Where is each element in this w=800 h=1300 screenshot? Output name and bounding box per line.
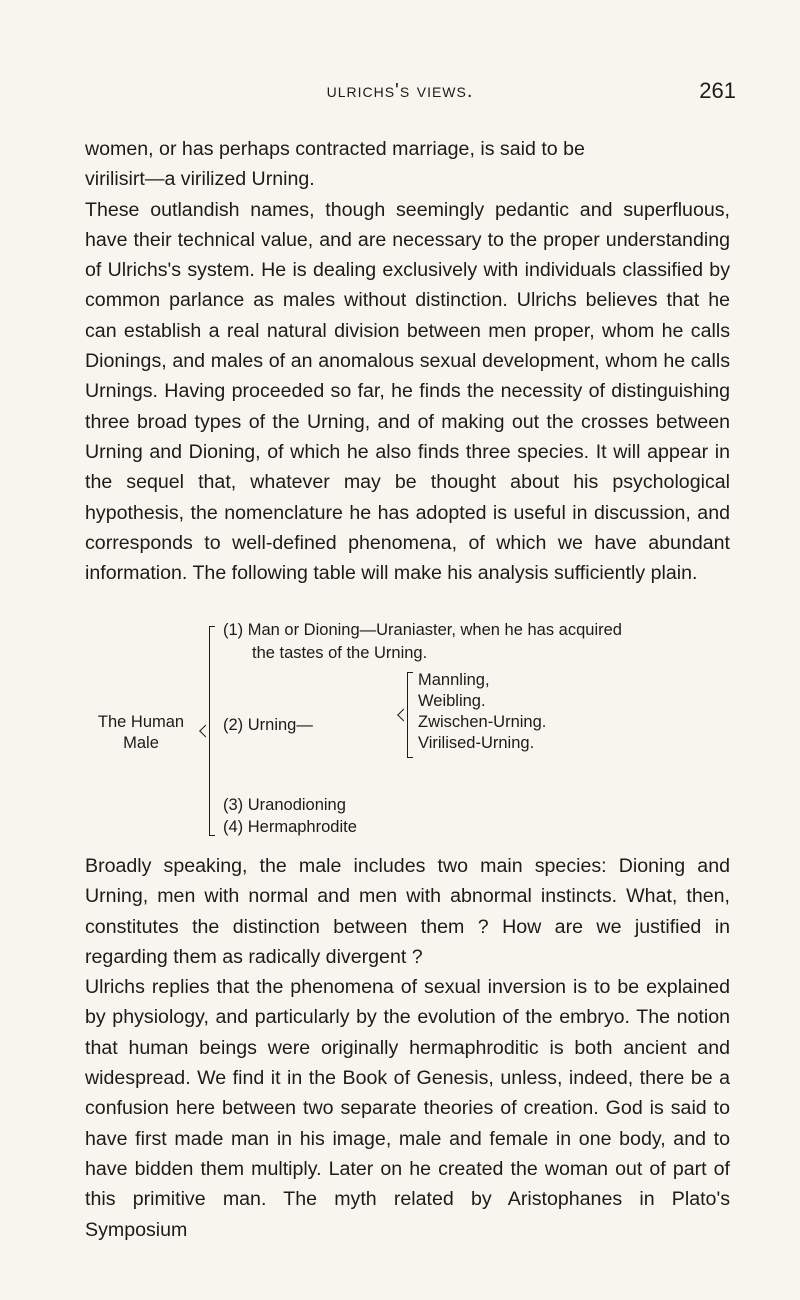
main-brace	[209, 626, 210, 836]
page-number: 261	[699, 78, 736, 103]
table-item-1: (1) Man or Dioning—Uraniaster, when he has acquired	[223, 621, 622, 639]
page-header	[0, 80, 800, 110]
paragraph-broadly-speaking: Broadly speaking, the male includes two main species: Dioning and Urning, men with normal and men with abnormal instincts. What, then, constitutes the distinction between them ? How are we justified in regarding them as radically divergent ?	[85, 855, 730, 968]
paragraph-ulrichs-replies: Ulrichs replies that the phenomena of sexual inversion is to be explained by physiology, and particularly by the evolution of the embryo. The notion that human beings were originally hermaphroditic is both ancient and widespread. We find it in the Book of Genesis, unless, indeed, there be a confusion here between two separate theories of creation. God is said to have first made man in his image, male and female in one body, and to have bidden them multiply. Later on he created the woman out of part of this primitive man. The myth related by Aristophanes in Plato's Symposium	[85, 976, 730, 1241]
paragraph-continuation: women, or has perhaps contracted marriage, is said to be	[85, 138, 585, 160]
table-item-1-cont: the tastes of the Urning.	[252, 644, 428, 662]
table-item-4: (4) Hermaphrodite	[223, 818, 357, 836]
table-item-3: (3) Uranodioning	[223, 796, 346, 814]
paragraph-virilisirt: virilisirt—a virilized Urning.	[85, 168, 315, 191]
urning-subtype-4: Virilised-Urning.	[418, 734, 535, 752]
paragraph-outlandish-names: These outlandish names, though seemingly pedantic and superfluous, have their technical value, and are necessary to the proper understanding of Ulrichs's system. He is dealing exclusively with individuals classified by common parlance as males without distinction. Ulrichs believes that he can establish a real natural division between men proper, whom he calls Dionings, and males of an anomalous sexual development, whom he calls Urnings. Having proceeded so far, he finds the necessity of distinguishing three broad types of the Urning, and of making out the crosses between Urning and Dioning, of which he also finds three species. It will appear in the sequel that, whatever may be thought about his psychological hypothesis, the nomenclature he has adopted is useful in discussion, and corresponds to well-defined phenomena, of which we have abundant information. The following table will make his analysis sufficiently plain.	[85, 198, 730, 585]
body-text-top	[85, 134, 730, 588]
body-text-bottom	[85, 851, 730, 1245]
table-root-line1: The Human	[97, 713, 185, 731]
running-title: ulrichs's views.	[326, 80, 474, 102]
table-item-2: (2) Urning—	[223, 716, 313, 734]
urning-brace	[407, 672, 408, 758]
table-root-label	[85, 712, 197, 754]
table-root-line2: Male	[123, 734, 159, 752]
classification-table	[85, 620, 745, 840]
urning-subtype-2: Weibling.	[418, 692, 486, 710]
urning-subtype-1: Mannling,	[418, 671, 490, 689]
urning-subtype-3: Zwischen-Urning.	[418, 713, 547, 731]
